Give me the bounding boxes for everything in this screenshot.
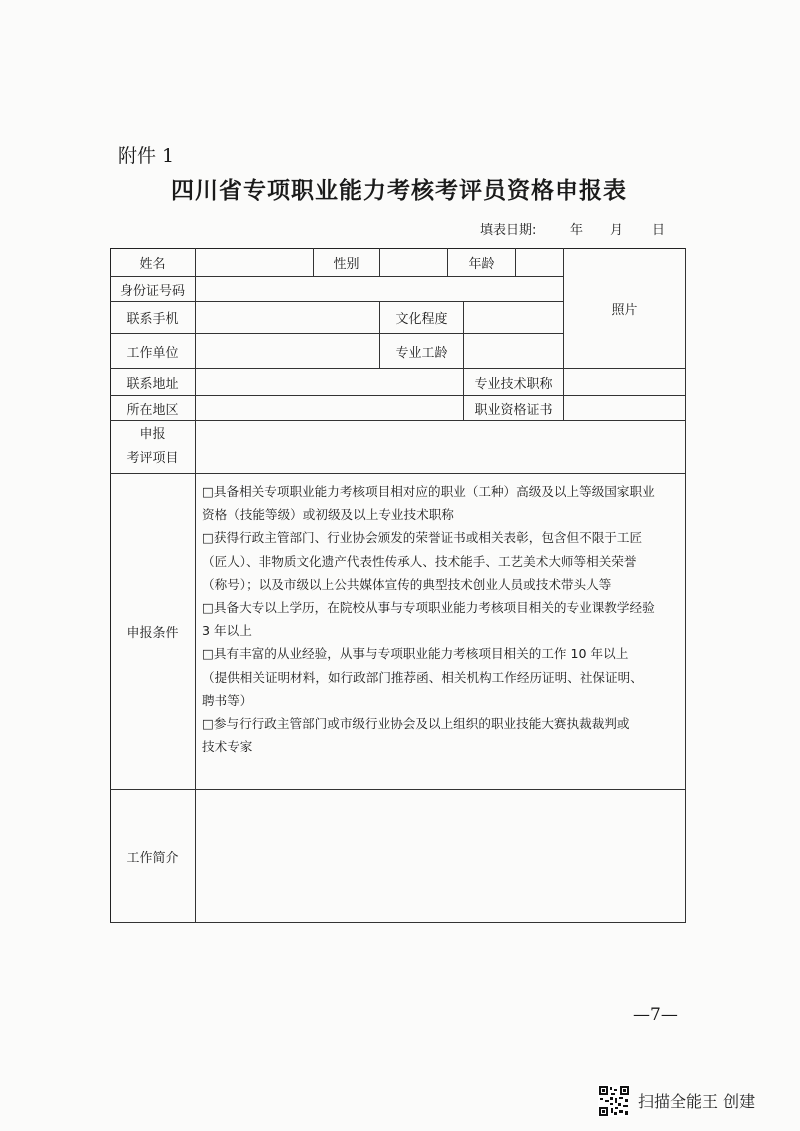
input-apply-project[interactable] — [196, 421, 686, 474]
fill-date-row — [480, 219, 686, 238]
input-tech-title[interactable] — [564, 369, 686, 396]
label-conditions: 申报条件 — [110, 474, 196, 790]
condition-line: 聘书等） — [202, 692, 253, 708]
input-id-number[interactable] — [196, 277, 564, 302]
date-month: 月 — [610, 223, 624, 238]
application-form-table — [110, 248, 686, 923]
fill-date-label: 填表日期: — [480, 223, 537, 238]
input-workplace[interactable] — [196, 334, 380, 369]
label-phone: 联系手机 — [110, 302, 196, 334]
label-tech-title: 专业技术职称 — [464, 369, 564, 396]
attachment-label: 附件 1 — [118, 145, 175, 167]
photo-box[interactable]: 照片 — [564, 248, 686, 369]
label-apply-line2: 考评项目 — [126, 451, 179, 466]
input-phone[interactable] — [196, 302, 380, 334]
condition-line: （提供相关证明材料，如行政部门推荐函、相关机构工作经历证明、社保证明、 — [202, 669, 643, 685]
conditions-text — [202, 480, 680, 758]
condition-line: □具备大专以上学历，在院校从事与专项职业能力考核项目相关的专业课教学经验 — [202, 600, 655, 616]
input-address[interactable] — [196, 369, 464, 396]
input-work-summary[interactable] — [196, 790, 686, 923]
input-gender[interactable] — [380, 248, 448, 277]
input-qualification-cert[interactable] — [564, 396, 686, 421]
label-qualification-cert: 职业资格证书 — [464, 396, 564, 421]
label-work-summary: 工作简介 — [110, 790, 196, 923]
condition-line: 3 年以上 — [202, 623, 252, 639]
label-education: 文化程度 — [380, 302, 464, 334]
label-apply-line1: 申报 — [139, 427, 166, 442]
page-number: —7— — [633, 1005, 678, 1025]
form-title: 四川省专项职业能力考核考评员资格申报表 — [171, 177, 627, 204]
condition-line: □获得行政主管部门、行业协会颁发的荣誉证书或相关表彰，包含但不限于工匠 — [202, 530, 643, 546]
condition-line: 技术专家 — [202, 739, 253, 755]
condition-line: （称号）；以及市级以上公共媒体宣传的典型技术创业人员或技术带头人等 — [202, 576, 612, 592]
qr-code-icon — [598, 1085, 630, 1117]
label-region: 所在地区 — [110, 396, 196, 421]
scanner-watermark: 扫描全能王 创建 — [638, 1092, 756, 1111]
input-work-years[interactable] — [464, 334, 564, 369]
condition-line: 资格（技能等级）或初级及以上专业技术职称 — [202, 507, 454, 523]
label-age: 年龄 — [448, 248, 516, 277]
label-name: 姓名 — [110, 248, 196, 277]
label-apply-project — [110, 421, 196, 474]
condition-line: □具有丰富的从业经验，从事与专项职业能力考核项目相关的工作 10 年以上 — [202, 646, 629, 662]
input-education[interactable] — [464, 302, 564, 334]
date-day: 日 — [652, 223, 666, 238]
label-work-years: 专业工龄 — [380, 334, 464, 369]
condition-line: □参与行行政主管部门或市级行业协会及以上组织的职业技能大赛执裁裁判或 — [202, 716, 630, 732]
date-year: 年 — [570, 223, 584, 238]
label-workplace: 工作单位 — [110, 334, 196, 369]
label-id-number: 身份证号码 — [110, 277, 196, 302]
condition-line: （匠人）、非物质文化遗产代表性传承人、技术能手、工艺美术大师等相关荣誉 — [202, 553, 637, 569]
input-age[interactable] — [516, 248, 564, 277]
condition-line: □具备相关专项职业能力考核项目相对应的职业（工种）高级及以上等级国家职业 — [202, 484, 655, 499]
input-region[interactable] — [196, 396, 464, 421]
label-address: 联系地址 — [110, 369, 196, 396]
input-name[interactable] — [196, 248, 314, 277]
label-gender: 性别 — [314, 248, 380, 277]
